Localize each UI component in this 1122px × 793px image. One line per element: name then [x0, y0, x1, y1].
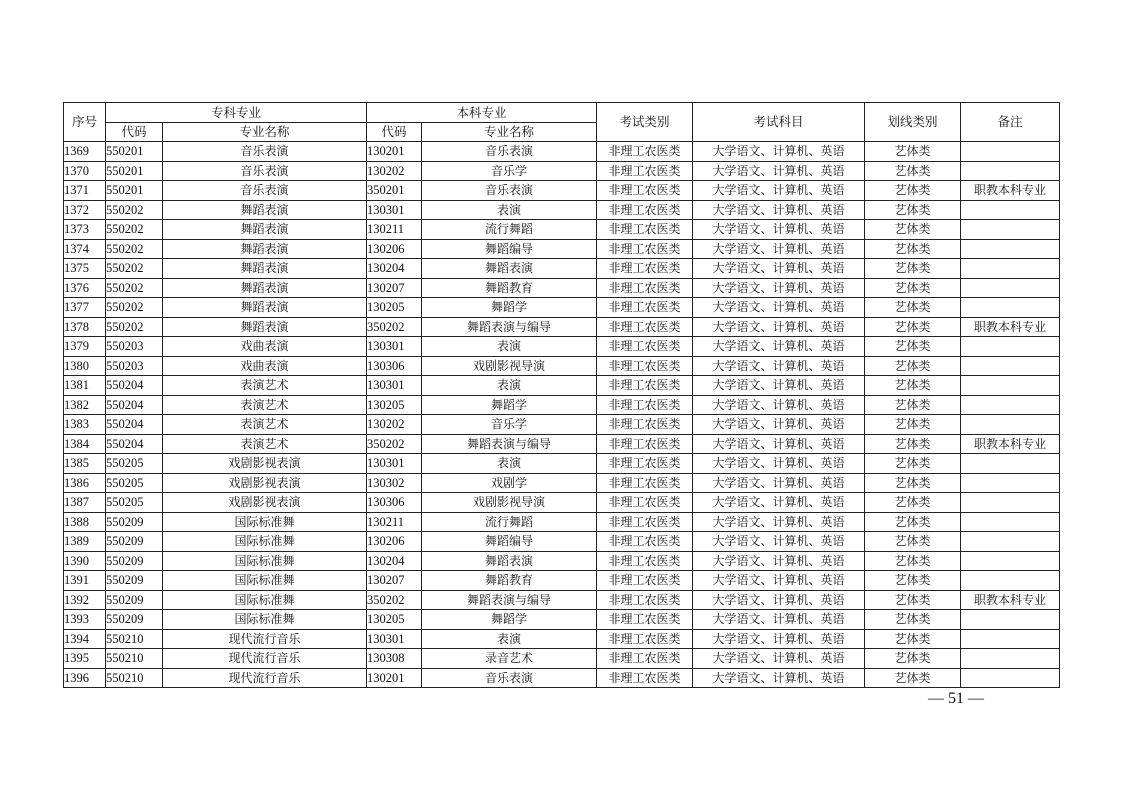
cell-bachelor-name: 舞蹈学 [422, 610, 597, 630]
cell-exam-subjects: 大学语文、计算机、英语 [693, 532, 865, 552]
table-row [64, 259, 1060, 279]
cell-exam-subjects: 大学语文、计算机、英语 [693, 161, 865, 181]
cell-specialty-name: 舞蹈表演 [163, 200, 367, 220]
cell-line-type: 艺体类 [865, 356, 961, 376]
header-exam-type: 考试类别 [597, 103, 693, 142]
cell-exam-subjects: 大学语文、计算机、英语 [693, 473, 865, 493]
cell-line-type: 艺体类 [865, 649, 961, 669]
header-line-type: 划线类别 [865, 103, 961, 142]
cell-seq: 1369 [64, 142, 106, 162]
cell-line-type: 艺体类 [865, 532, 961, 552]
cell-note [961, 395, 1060, 415]
cell-bachelor-name: 流行舞蹈 [422, 512, 597, 532]
cell-bachelor-code: 130205 [367, 298, 422, 318]
cell-bachelor-name: 舞蹈表演与编导 [422, 590, 597, 610]
cell-bachelor-code: 350201 [367, 181, 422, 201]
cell-bachelor-name: 舞蹈教育 [422, 278, 597, 298]
cell-specialty-name: 舞蹈表演 [163, 298, 367, 318]
cell-bachelor-code: 130205 [367, 610, 422, 630]
table-row [64, 532, 1060, 552]
cell-line-type: 艺体类 [865, 278, 961, 298]
cell-note [961, 532, 1060, 552]
cell-seq: 1378 [64, 317, 106, 337]
cell-specialty-name: 国际标准舞 [163, 551, 367, 571]
cell-exam-type: 非理工农医类 [597, 356, 693, 376]
cell-bachelor-name: 音乐表演 [422, 142, 597, 162]
table-row [64, 415, 1060, 435]
cell-bachelor-code: 130207 [367, 571, 422, 591]
cell-exam-type: 非理工农医类 [597, 259, 693, 279]
cell-specialty-code: 550202 [106, 317, 163, 337]
cell-exam-type: 非理工农医类 [597, 239, 693, 259]
cell-line-type: 艺体类 [865, 376, 961, 396]
cell-line-type: 艺体类 [865, 473, 961, 493]
cell-note [961, 493, 1060, 513]
cell-note: 职教本科专业 [961, 434, 1060, 454]
cell-specialty-name: 戏剧影视表演 [163, 473, 367, 493]
cell-exam-subjects: 大学语文、计算机、英语 [693, 181, 865, 201]
cell-seq: 1383 [64, 415, 106, 435]
cell-exam-subjects: 大学语文、计算机、英语 [693, 610, 865, 630]
header-bachelor-group: 本科专业 [367, 103, 597, 123]
cell-exam-type: 非理工农医类 [597, 629, 693, 649]
cell-bachelor-name: 表演 [422, 376, 597, 396]
cell-bachelor-code: 130204 [367, 551, 422, 571]
table-row [64, 200, 1060, 220]
cell-line-type: 艺体类 [865, 337, 961, 357]
cell-exam-type: 非理工农医类 [597, 668, 693, 688]
cell-exam-type: 非理工农医类 [597, 395, 693, 415]
cell-specialty-code: 550205 [106, 454, 163, 474]
cell-note [961, 454, 1060, 474]
table-row [64, 161, 1060, 181]
cell-specialty-code: 550202 [106, 278, 163, 298]
cell-specialty-code: 550201 [106, 181, 163, 201]
cell-bachelor-name: 舞蹈编导 [422, 239, 597, 259]
cell-bachelor-code: 350202 [367, 434, 422, 454]
cell-bachelor-code: 130211 [367, 512, 422, 532]
cell-line-type: 艺体类 [865, 454, 961, 474]
cell-exam-subjects: 大学语文、计算机、英语 [693, 415, 865, 435]
table-header [64, 103, 1060, 142]
cell-specialty-name: 戏剧影视表演 [163, 493, 367, 513]
cell-specialty-name: 现代流行音乐 [163, 649, 367, 669]
cell-specialty-name: 舞蹈表演 [163, 239, 367, 259]
cell-specialty-code: 550205 [106, 473, 163, 493]
cell-note [961, 629, 1060, 649]
cell-bachelor-code: 130301 [367, 629, 422, 649]
cell-specialty-name: 戏剧影视表演 [163, 454, 367, 474]
table-row [64, 356, 1060, 376]
cell-bachelor-name: 舞蹈教育 [422, 571, 597, 591]
cell-bachelor-code: 130301 [367, 200, 422, 220]
cell-exam-subjects: 大学语文、计算机、英语 [693, 142, 865, 162]
cell-exam-type: 非理工农医类 [597, 376, 693, 396]
cell-seq: 1396 [64, 668, 106, 688]
majors-table [63, 102, 1060, 688]
cell-bachelor-name: 表演 [422, 337, 597, 357]
cell-seq: 1387 [64, 493, 106, 513]
cell-exam-type: 非理工农医类 [597, 512, 693, 532]
cell-line-type: 艺体类 [865, 434, 961, 454]
cell-exam-subjects: 大学语文、计算机、英语 [693, 259, 865, 279]
cell-specialty-code: 550202 [106, 298, 163, 318]
header-specialty-code: 代码 [106, 123, 163, 142]
cell-bachelor-name: 舞蹈学 [422, 298, 597, 318]
cell-specialty-name: 音乐表演 [163, 142, 367, 162]
header-seq: 序号 [64, 103, 106, 142]
cell-seq: 1373 [64, 220, 106, 240]
header-note: 备注 [961, 103, 1060, 142]
cell-specialty-code: 550210 [106, 649, 163, 669]
cell-specialty-code: 550209 [106, 571, 163, 591]
cell-bachelor-name: 舞蹈学 [422, 395, 597, 415]
cell-line-type: 艺体类 [865, 590, 961, 610]
cell-exam-subjects: 大学语文、计算机、英语 [693, 356, 865, 376]
cell-exam-type: 非理工农医类 [597, 220, 693, 240]
cell-seq: 1388 [64, 512, 106, 532]
cell-specialty-name: 现代流行音乐 [163, 668, 367, 688]
cell-specialty-name: 国际标准舞 [163, 610, 367, 630]
cell-bachelor-name: 音乐学 [422, 161, 597, 181]
cell-bachelor-name: 戏剧学 [422, 473, 597, 493]
cell-specialty-code: 550209 [106, 512, 163, 532]
cell-seq: 1375 [64, 259, 106, 279]
cell-seq: 1371 [64, 181, 106, 201]
cell-specialty-name: 舞蹈表演 [163, 259, 367, 279]
cell-exam-type: 非理工农医类 [597, 532, 693, 552]
cell-bachelor-code: 130301 [367, 454, 422, 474]
cell-bachelor-name: 舞蹈表演 [422, 551, 597, 571]
cell-specialty-name: 国际标准舞 [163, 532, 367, 552]
cell-line-type: 艺体类 [865, 668, 961, 688]
cell-exam-type: 非理工农医类 [597, 298, 693, 318]
cell-exam-subjects: 大学语文、计算机、英语 [693, 337, 865, 357]
cell-note [961, 337, 1060, 357]
table-row [64, 337, 1060, 357]
cell-note [961, 571, 1060, 591]
table-row [64, 551, 1060, 571]
cell-exam-subjects: 大学语文、计算机、英语 [693, 454, 865, 474]
cell-seq: 1393 [64, 610, 106, 630]
cell-exam-subjects: 大学语文、计算机、英语 [693, 434, 865, 454]
cell-bachelor-code: 130301 [367, 337, 422, 357]
cell-exam-type: 非理工农医类 [597, 473, 693, 493]
cell-exam-subjects: 大学语文、计算机、英语 [693, 220, 865, 240]
cell-seq: 1372 [64, 200, 106, 220]
cell-specialty-code: 550209 [106, 590, 163, 610]
cell-exam-subjects: 大学语文、计算机、英语 [693, 493, 865, 513]
cell-exam-type: 非理工农医类 [597, 278, 693, 298]
cell-specialty-code: 550209 [106, 610, 163, 630]
cell-specialty-name: 现代流行音乐 [163, 629, 367, 649]
header-bachelor-name: 专业名称 [422, 123, 597, 142]
cell-exam-subjects: 大学语文、计算机、英语 [693, 629, 865, 649]
table-row [64, 629, 1060, 649]
cell-seq: 1390 [64, 551, 106, 571]
table-body [64, 142, 1060, 688]
cell-specialty-name: 表演艺术 [163, 395, 367, 415]
cell-exam-subjects: 大学语文、计算机、英语 [693, 200, 865, 220]
cell-line-type: 艺体类 [865, 142, 961, 162]
cell-note: 职教本科专业 [961, 317, 1060, 337]
cell-bachelor-code: 130201 [367, 142, 422, 162]
cell-seq: 1382 [64, 395, 106, 415]
cell-specialty-name: 国际标准舞 [163, 571, 367, 591]
cell-specialty-code: 550201 [106, 161, 163, 181]
cell-exam-type: 非理工农医类 [597, 142, 693, 162]
cell-exam-subjects: 大学语文、计算机、英语 [693, 571, 865, 591]
cell-bachelor-code: 130204 [367, 259, 422, 279]
cell-bachelor-name: 舞蹈表演与编导 [422, 317, 597, 337]
cell-line-type: 艺体类 [865, 161, 961, 181]
cell-line-type: 艺体类 [865, 317, 961, 337]
cell-note [961, 668, 1060, 688]
cell-bachelor-name: 音乐学 [422, 415, 597, 435]
cell-exam-type: 非理工农医类 [597, 493, 693, 513]
cell-exam-type: 非理工农医类 [597, 415, 693, 435]
cell-exam-subjects: 大学语文、计算机、英语 [693, 278, 865, 298]
cell-note [961, 298, 1060, 318]
cell-exam-type: 非理工农医类 [597, 161, 693, 181]
cell-bachelor-code: 130206 [367, 239, 422, 259]
cell-specialty-name: 音乐表演 [163, 181, 367, 201]
cell-note: 职教本科专业 [961, 181, 1060, 201]
cell-exam-type: 非理工农医类 [597, 181, 693, 201]
cell-exam-type: 非理工农医类 [597, 200, 693, 220]
cell-bachelor-code: 130306 [367, 493, 422, 513]
cell-note [961, 376, 1060, 396]
table-row [64, 610, 1060, 630]
cell-bachelor-code: 130207 [367, 278, 422, 298]
cell-seq: 1377 [64, 298, 106, 318]
cell-line-type: 艺体类 [865, 512, 961, 532]
cell-seq: 1379 [64, 337, 106, 357]
cell-bachelor-code: 130202 [367, 415, 422, 435]
cell-exam-type: 非理工农医类 [597, 551, 693, 571]
page-number: — 51 — [928, 690, 984, 707]
cell-seq: 1386 [64, 473, 106, 493]
cell-exam-subjects: 大学语文、计算机、英语 [693, 376, 865, 396]
cell-bachelor-name: 表演 [422, 454, 597, 474]
cell-seq: 1389 [64, 532, 106, 552]
cell-seq: 1374 [64, 239, 106, 259]
cell-line-type: 艺体类 [865, 239, 961, 259]
table-row [64, 473, 1060, 493]
cell-bachelor-name: 流行舞蹈 [422, 220, 597, 240]
cell-bachelor-code: 130211 [367, 220, 422, 240]
cell-bachelor-code: 130308 [367, 649, 422, 669]
table-row [64, 298, 1060, 318]
cell-specialty-name: 音乐表演 [163, 161, 367, 181]
cell-bachelor-name: 舞蹈表演 [422, 259, 597, 279]
cell-exam-subjects: 大学语文、计算机、英语 [693, 298, 865, 318]
cell-specialty-code: 550203 [106, 356, 163, 376]
cell-note [961, 512, 1060, 532]
cell-specialty-name: 表演艺术 [163, 434, 367, 454]
cell-bachelor-name: 表演 [422, 629, 597, 649]
cell-seq: 1385 [64, 454, 106, 474]
cell-specialty-name: 舞蹈表演 [163, 317, 367, 337]
cell-note [961, 200, 1060, 220]
cell-exam-type: 非理工农医类 [597, 610, 693, 630]
cell-exam-subjects: 大学语文、计算机、英语 [693, 551, 865, 571]
cell-specialty-code: 550204 [106, 376, 163, 396]
header-specialty-group: 专科专业 [106, 103, 367, 123]
cell-seq: 1391 [64, 571, 106, 591]
cell-exam-subjects: 大学语文、计算机、英语 [693, 512, 865, 532]
cell-bachelor-name: 戏剧影视导演 [422, 356, 597, 376]
cell-specialty-code: 550202 [106, 239, 163, 259]
cell-specialty-name: 戏曲表演 [163, 356, 367, 376]
cell-line-type: 艺体类 [865, 493, 961, 513]
cell-line-type: 艺体类 [865, 571, 961, 591]
table-row [64, 493, 1060, 513]
cell-specialty-code: 550209 [106, 551, 163, 571]
cell-bachelor-code: 130206 [367, 532, 422, 552]
cell-line-type: 艺体类 [865, 259, 961, 279]
cell-bachelor-code: 130306 [367, 356, 422, 376]
table-row [64, 239, 1060, 259]
cell-note [961, 239, 1060, 259]
cell-bachelor-code: 130205 [367, 395, 422, 415]
cell-bachelor-name: 表演 [422, 200, 597, 220]
cell-line-type: 艺体类 [865, 551, 961, 571]
cell-line-type: 艺体类 [865, 610, 961, 630]
cell-exam-subjects: 大学语文、计算机、英语 [693, 395, 865, 415]
cell-bachelor-code: 130302 [367, 473, 422, 493]
cell-bachelor-code: 350202 [367, 590, 422, 610]
cell-specialty-name: 舞蹈表演 [163, 278, 367, 298]
cell-line-type: 艺体类 [865, 200, 961, 220]
cell-seq: 1381 [64, 376, 106, 396]
cell-exam-subjects: 大学语文、计算机、英语 [693, 649, 865, 669]
cell-exam-subjects: 大学语文、计算机、英语 [693, 317, 865, 337]
cell-note [961, 259, 1060, 279]
cell-bachelor-name: 戏剧影视导演 [422, 493, 597, 513]
cell-specialty-name: 国际标准舞 [163, 512, 367, 532]
cell-exam-type: 非理工农医类 [597, 649, 693, 669]
cell-bachelor-code: 130301 [367, 376, 422, 396]
cell-specialty-code: 550204 [106, 415, 163, 435]
cell-bachelor-code: 130202 [367, 161, 422, 181]
cell-specialty-code: 550204 [106, 434, 163, 454]
cell-note [961, 551, 1060, 571]
cell-specialty-code: 550202 [106, 220, 163, 240]
cell-exam-type: 非理工农医类 [597, 454, 693, 474]
cell-line-type: 艺体类 [865, 395, 961, 415]
table-row [64, 590, 1060, 610]
header-specialty-name: 专业名称 [163, 123, 367, 142]
cell-specialty-name: 舞蹈表演 [163, 220, 367, 240]
cell-specialty-code: 550201 [106, 142, 163, 162]
cell-seq: 1380 [64, 356, 106, 376]
cell-specialty-code: 550202 [106, 200, 163, 220]
cell-exam-type: 非理工农医类 [597, 590, 693, 610]
table-row [64, 317, 1060, 337]
cell-seq: 1370 [64, 161, 106, 181]
cell-specialty-code: 550202 [106, 259, 163, 279]
cell-bachelor-code: 350202 [367, 317, 422, 337]
cell-specialty-name: 戏曲表演 [163, 337, 367, 357]
cell-seq: 1384 [64, 434, 106, 454]
table-row [64, 142, 1060, 162]
cell-exam-type: 非理工农医类 [597, 317, 693, 337]
table-row [64, 278, 1060, 298]
cell-note [961, 610, 1060, 630]
cell-seq: 1392 [64, 590, 106, 610]
cell-note: 职教本科专业 [961, 590, 1060, 610]
cell-seq: 1395 [64, 649, 106, 669]
cell-specialty-name: 表演艺术 [163, 415, 367, 435]
cell-bachelor-name: 舞蹈编导 [422, 532, 597, 552]
cell-exam-subjects: 大学语文、计算机、英语 [693, 239, 865, 259]
cell-exam-subjects: 大学语文、计算机、英语 [693, 668, 865, 688]
table-row [64, 220, 1060, 240]
cell-line-type: 艺体类 [865, 181, 961, 201]
cell-line-type: 艺体类 [865, 220, 961, 240]
cell-specialty-code: 550204 [106, 395, 163, 415]
table-row [64, 434, 1060, 454]
cell-exam-type: 非理工农医类 [597, 337, 693, 357]
cell-seq: 1376 [64, 278, 106, 298]
table-row [64, 512, 1060, 532]
cell-line-type: 艺体类 [865, 298, 961, 318]
cell-seq: 1394 [64, 629, 106, 649]
cell-note [961, 278, 1060, 298]
table-row [64, 668, 1060, 688]
header-exam-subjects: 考试科目 [693, 103, 865, 142]
cell-bachelor-code: 130201 [367, 668, 422, 688]
cell-specialty-code: 550205 [106, 493, 163, 513]
table-row [64, 376, 1060, 396]
cell-exam-subjects: 大学语文、计算机、英语 [693, 590, 865, 610]
cell-specialty-code: 550210 [106, 629, 163, 649]
cell-note [961, 356, 1060, 376]
table-row [64, 454, 1060, 474]
table-row [64, 649, 1060, 669]
cell-specialty-code: 550203 [106, 337, 163, 357]
cell-bachelor-name: 舞蹈表演与编导 [422, 434, 597, 454]
cell-line-type: 艺体类 [865, 629, 961, 649]
cell-bachelor-name: 音乐表演 [422, 181, 597, 201]
cell-note [961, 473, 1060, 493]
table-row [64, 181, 1060, 201]
table-row [64, 395, 1060, 415]
cell-specialty-code: 550210 [106, 668, 163, 688]
header-bachelor-code: 代码 [367, 123, 422, 142]
cell-specialty-name: 国际标准舞 [163, 590, 367, 610]
table-row [64, 571, 1060, 591]
cell-line-type: 艺体类 [865, 415, 961, 435]
cell-note [961, 161, 1060, 181]
cell-exam-type: 非理工农医类 [597, 434, 693, 454]
cell-exam-type: 非理工农医类 [597, 571, 693, 591]
cell-bachelor-name: 录音艺术 [422, 649, 597, 669]
cell-note [961, 220, 1060, 240]
cell-bachelor-name: 音乐表演 [422, 668, 597, 688]
cell-note [961, 649, 1060, 669]
cell-note [961, 415, 1060, 435]
cell-specialty-name: 表演艺术 [163, 376, 367, 396]
cell-note [961, 142, 1060, 162]
cell-specialty-code: 550209 [106, 532, 163, 552]
